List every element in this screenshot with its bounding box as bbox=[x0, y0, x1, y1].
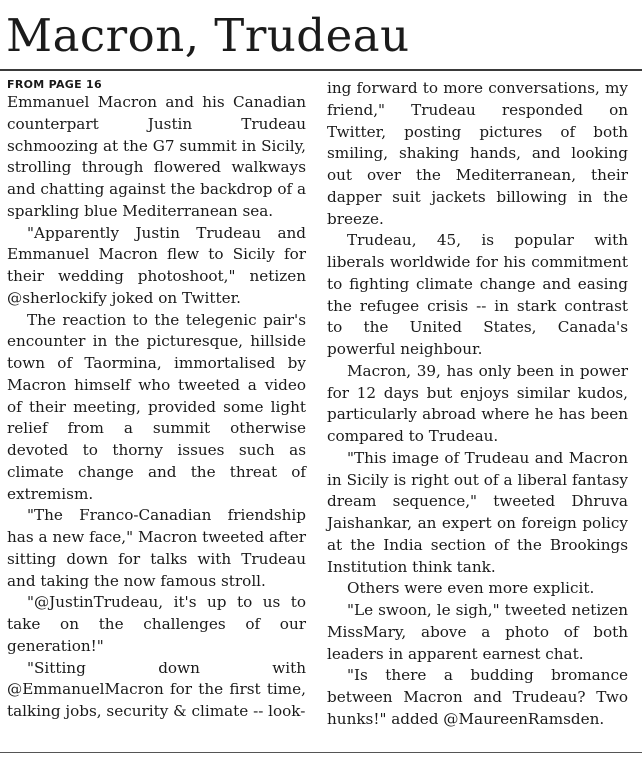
headline: Macron, Trudeau bbox=[6, 9, 410, 62]
paragraph: "This image of Trudeau and Macron in Sicily is right out of a liberal fantasy dream sequence," tweeted Dhruva Jaishankar, an expert on foreign policy at the India section of the Brookings Institution think tank. bbox=[327, 448, 628, 576]
paragraph: "The Franco-Canadian friendship has a new face," Macron tweeted after sitting down for talks with Trudeau and taking the now famous stroll. bbox=[7, 506, 306, 590]
paragraph: ing forward to more conversations, my friend," Trudeau responded on Twitter, posting pictures of both smiling, shaking hands, and looking out over the Mediterranean, their dapper suit jackets billowing in the breeze. bbox=[327, 79, 628, 228]
paragraph: Trudeau, 45, is popular with liberals worldwide for his commitment to fighting climate change and easing the refugee crisis -- in stark contrast to the United States, Canada's powerful neighbour. bbox=[327, 231, 628, 358]
article-column-left bbox=[7, 78, 306, 723]
jump-line: FROM PAGE 16 bbox=[7, 78, 102, 91]
paragraph: "Is there a budding bromance between Macron and Trudeau? Two hunks!" added @MaureenRamsden. bbox=[327, 666, 628, 728]
paragraph: Macron, 39, has only been in power for 12 days but enjoys similar kudos, particularly abroad where he has been compared to Trudeau. bbox=[327, 361, 628, 445]
paragraph: "@JustinTrudeau, it's up to us to take on the challenges of our generation!" bbox=[7, 593, 306, 655]
headline-rule bbox=[0, 69, 642, 71]
paragraph: "Sitting down with @EmmanuelMacron for the first time, talking jobs, security & climate -- look- bbox=[7, 658, 306, 720]
bottom-rule bbox=[0, 752, 642, 753]
paragraph: "Apparently Justin Trudeau and Emmanuel Macron flew to Sicily for their wedding photoshoot," netizen @sherlockify joked on Twitter. bbox=[7, 223, 306, 307]
paragraph: Others were even more explicit. bbox=[347, 579, 595, 598]
paragraph: Emmanuel Macron and his Canadian counterpart Justin Trudeau schmoozing at the G7 summit in Sicily, strolling through flowered walkways and chatting against the backdrop of a sparkling blue Mediterranean sea. bbox=[7, 93, 306, 220]
paragraph: "Le swoon, le sigh," tweeted netizen MissMary, above a photo of both leaders in apparent earnest chat. bbox=[327, 601, 628, 663]
paragraph: The reaction to the telegenic pair's encounter in the picturesque, hillside town of Taormina, immortalised by Macron himself who tweeted a video of their meeting, provided some light relief from a summit otherwise devoted to thorny issues such as climate change and the threat of extremism. bbox=[7, 310, 306, 503]
article-column-right bbox=[327, 78, 628, 731]
